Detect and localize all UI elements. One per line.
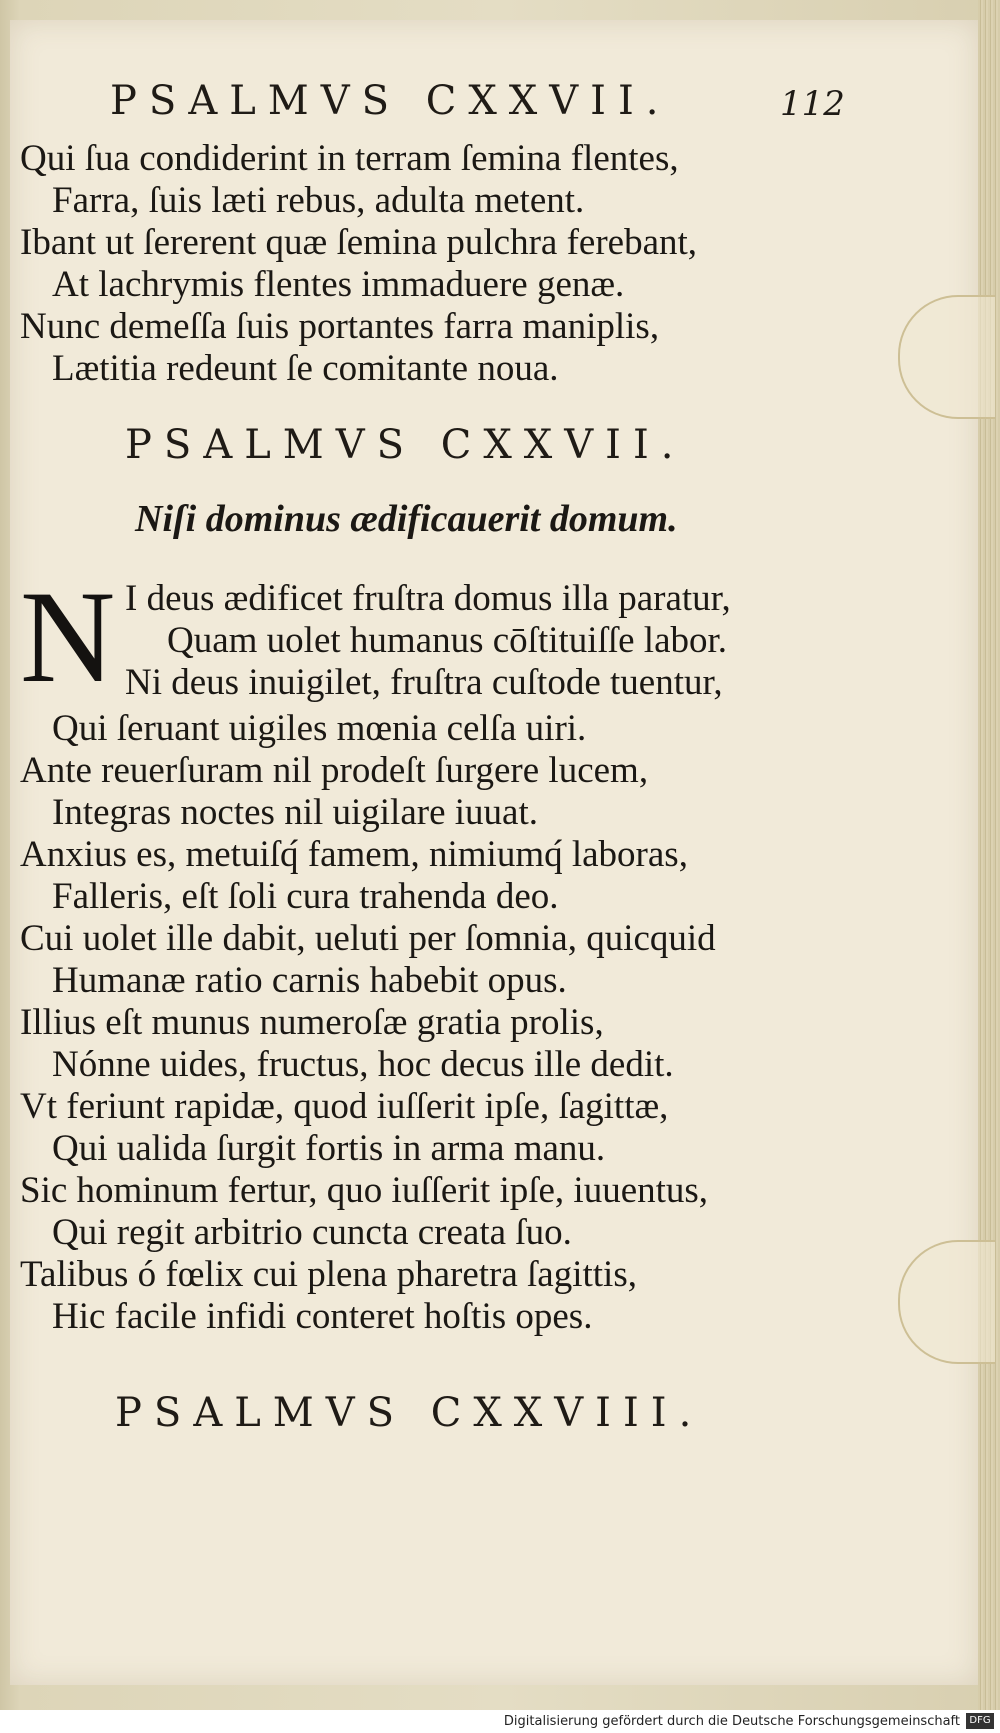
verse-line: Humanæ ratio carnis habebit opus. (52, 960, 567, 1001)
verse-line: Hic facile infidi conteret hoſtis opes. (52, 1296, 593, 1337)
dropcap-lines (125, 578, 825, 704)
drop-cap: N (20, 563, 116, 710)
body-text-block (20, 708, 800, 1338)
verse-line: Sic hominum fertur, quo iuſſerit ipſe, iuuentus, (20, 1170, 709, 1211)
verse-line: Anxius es, metuiſq́ famem, nimiumq́ laboras, (20, 834, 688, 875)
verse-line: At lachrymis flentes immaduere genæ. (52, 264, 625, 305)
verse-line: Vt feriunt rapidæ, quod iuſſerit ipſe, ſagittæ, (20, 1086, 669, 1127)
verse-line: I deus ædificet fruſtra domus illa paratur, (125, 578, 731, 619)
top-text-block (20, 138, 800, 390)
verse-line: Nunc demeſſa ſuis portantes farra maniplis, (20, 306, 660, 347)
verse-line: Ante reuerſuram nil prodeſt ſurgere lucem, (20, 750, 649, 791)
verse-line: Ibant ut ſererent quæ ſemina pulchra ferebant, (20, 222, 698, 263)
folio-number: 112 (780, 84, 845, 124)
verse-line: Illius eſt munus numeroſæ gratia prolis, (20, 1002, 604, 1043)
psalm-title: PSALMVS CXXVII. (125, 422, 686, 468)
verse-line: Talibus ó fœlix cui plena pharetra ſagittis, (20, 1254, 637, 1295)
verse-line: Falleris, eſt ſoli cura trahenda deo. (52, 876, 559, 917)
next-psalm-title: PSALMVS CXXVIII. (115, 1390, 704, 1436)
verse-line: Qui ſua condiderint in terram ſemina flentes, (20, 138, 679, 179)
running-head: PSALMVS CXXVII. (110, 78, 671, 124)
verse-line: Quam uolet humanus cōſtituiſſe labor. (167, 620, 728, 661)
verse-line: Nónne uides, fructus, hoc decus ille dedit. (52, 1044, 674, 1085)
verse-line: Integras noctes nil uigilare iuuat. (52, 792, 538, 833)
verse-line: Lætitia redeunt ſe comitante noua. (52, 348, 559, 389)
verse-line: Ni deus inuigilet, fruſtra cuſtode tuentur, (125, 662, 723, 703)
verse-line: Qui ualida ſurgit fortis in arma manu. (52, 1128, 606, 1169)
dfg-logo: DFG (966, 1713, 994, 1729)
incipit: Niſi dominus ædificauerit domum. (135, 498, 678, 540)
verse-line: Cui uolet ille dabit, ueluti per ſomnia, quicquid (20, 918, 716, 959)
footer-credit: Digitalisierung gefördert durch die Deutsche Forschungsgemeinschaft (0, 1710, 1000, 1733)
verse-line: Qui regit arbitrio cuncta creata ſuo. (52, 1212, 572, 1253)
verse-line: Farra, ſuis læti rebus, adulta metent. (52, 180, 585, 221)
page-edge (978, 0, 1000, 1733)
verse-line: Qui ſeruant uigiles mœnia celſa uiri. (52, 708, 587, 749)
